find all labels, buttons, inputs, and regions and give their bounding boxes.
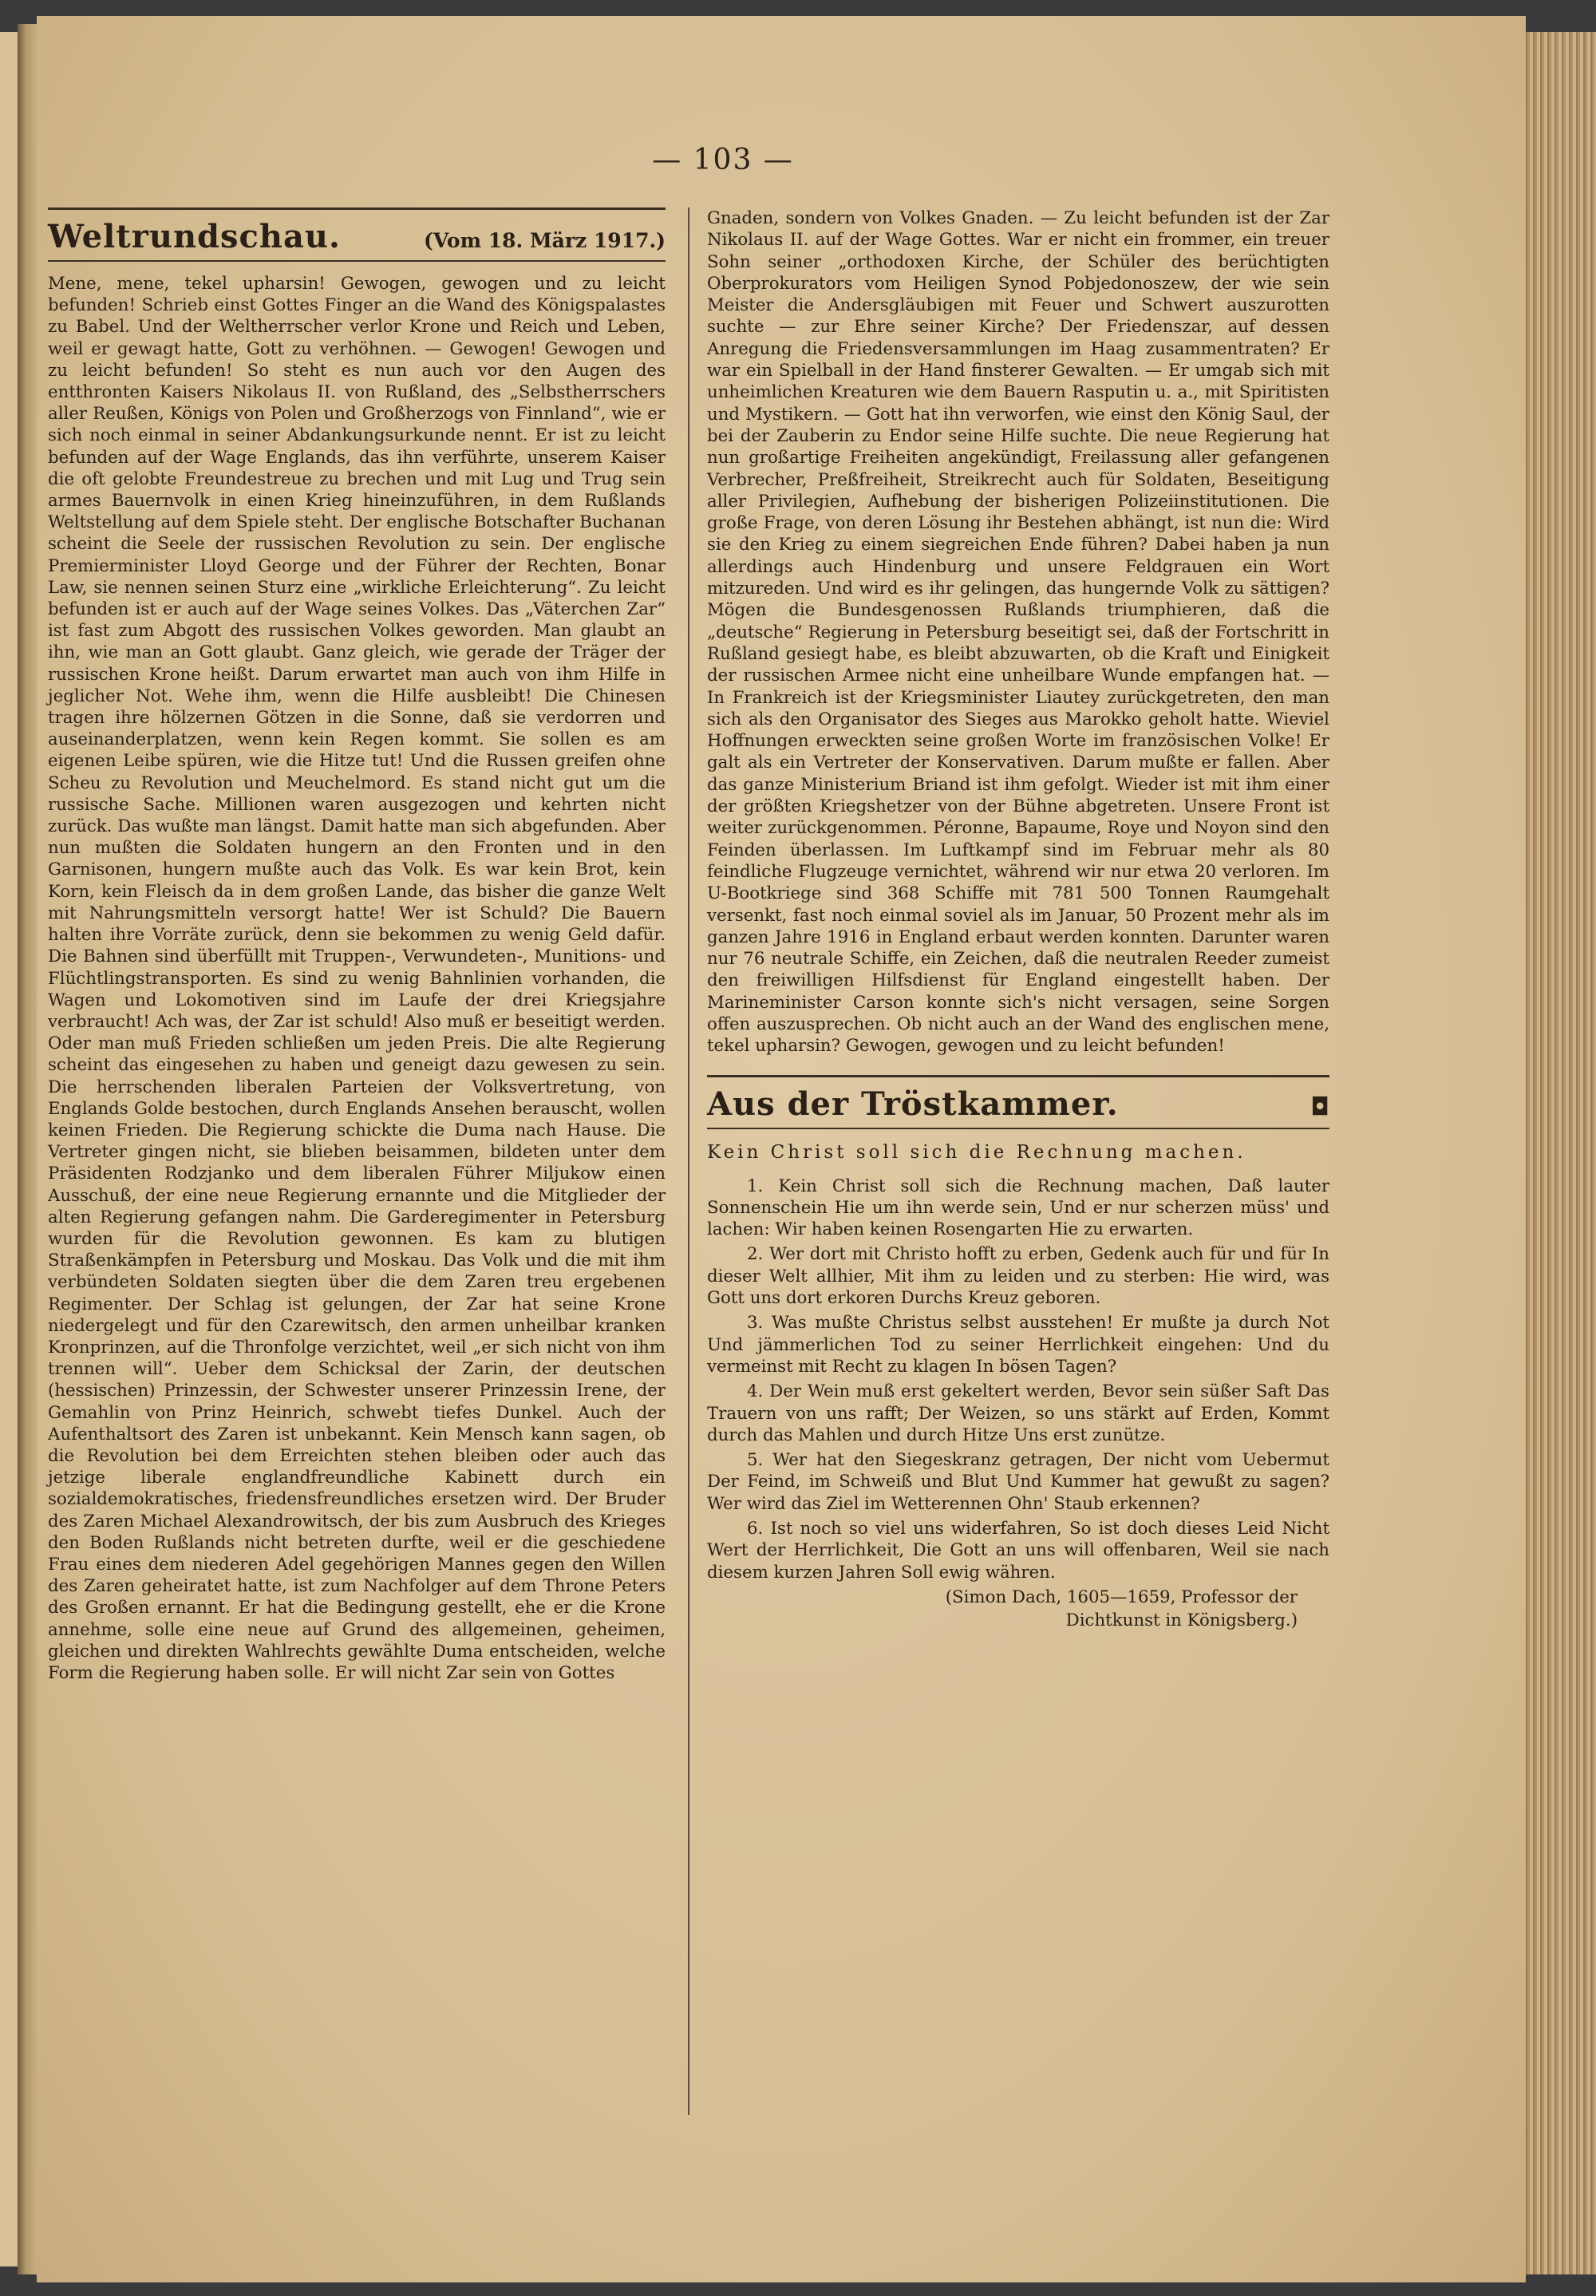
header-rule — [48, 260, 666, 262]
column-divider — [688, 207, 689, 2115]
page-number: — 103 — — [652, 144, 794, 176]
article-body-right: Gnaden, sondern von Volkes Gnaden. — Zu leicht befunden ist der Zar Nikolaus II. auf der Wage Gottes. War er nicht ein frommer, ein treuer Sohn seiner „orthodoxen Kirche, der Schüler des berüchtigten Oberprokurators vom Heiligen Synod Pobjedonoszew, der wie sein Meister die Andersgläubigen mit Feuer und Schwert auszurotten suchte — zur Ehre seiner Kirche? Der Friedenszar, auf dessen Anregung die Friedensversammlungen im Haag zusammentraten? Er war ein Spielball in der Hand finsterer Gewalten. — Er umgab sich mit unheimlichen Kreaturen wie dem Bauern Rasputin u. a., mit Spiritisten und Mystikern. — Gott hat ihn verworfen, wie einst den König Saul, der bei der Zauberin zu Endor seine Hilfe suchte. Die neue Regierung hat nun großartige Freiheiten angekündigt, Freilassung aller gefangenen Verbrecher, Preßfreiheit, Streikrecht auch für Soldaten, Beseitigung aller Privilegien, Aufhebung der bisherigen Polizeiinstitutionen. Die große Frage, von deren Lösung ihr Bestehen abhängt, ist nun die: Wird sie den Krieg zu einem siegreichen Ende führen? Dabei haben ja nun allerdings auch Hindenburg und unsere Feldgrauen ein Wort mitzureden. Und wird es ihr gelingen, das hungernde Volk zu sättigen? Mögen die Bundesgenossen Rußlands triumphieren, daß die „deutsche“ Regierung in Petersburg beseitigt sei, daß der Fortschritt in Rußland gesiegt habe, es bleibt abzuwarten, ob die Kraft und Einigkeit der russischen Armee nicht eine unheilbare Wunde empfangen hat. — In Frankreich ist der Kriegsminister Liautey zurückgetreten, den man sich als den Organisator des Sieges aus Marokko geholt hatte. Wieviel Hoffnungen erweckten seine großen Worte im französischen Volke! Er galt als ein Vertreter der Konservativen. Darum mußte er fallen. Aber das ganze Ministerium Briand ist ihm gefolgt. Wieder ist mit ihm einer der größten Kriegshetzer von der Bühne abgetreten. Unsere Front ist weiter zurückgenommen. Péronne, Bapaume, Roye und Noyon sind den Feinden überlassen. Im Luftkampf sind im Februar mehr als 80 feindliche Flugzeuge vernichtet, während wir nur etwa 20 verloren. Im U-Bootkriege sind 368 Schiffe mit 781 500 Tonnen Raumgehalt versenkt, fast noch einmal soviel als im Januar, 50 Prozent mehr als im ganzen Jahre 1916 in England erbaut werden konnten. Darunter waren nur 76 neutrale Schiffe, ein Zeichen, daß die neutralen Reeder zumeist den freiwilligen Hilfsdienst für England eingestellt haben. Der Marineminister Carson konnte sich's nicht versagen, seine Sorgen offen auszusprechen. Ob nicht auch an der Wand des englischen mene, tekel upharsin? Gewogen, gewogen und zu leicht befunden! — [707, 208, 1329, 1057]
section-date: (Vom 18. März 1917.) — [423, 229, 666, 252]
header-rule — [707, 1128, 1329, 1129]
right-column — [707, 207, 1329, 1632]
poem-attribution: (Simon Dach, 1605—1659, Professor der — [945, 1587, 1298, 1607]
poem-stanza: 1. Kein Christ soll sich die Rechnung machen, Daß lauter Sonnenschein Hie um ihn werde sein, Und er nur scherzen müss' und lachen: Wir haben keinen Rosengarten Hie zu erwarten. — [707, 1176, 1329, 1240]
newspaper-page — [37, 16, 1526, 2282]
poem-stanza: 5. Wer hat den Siegeskranz getragen, Der nicht vom Uebermut Der Feind, im Schweiß und Blut Und Kummer hat gewußt zu sagen? Wer wird das Ziel im Wetterennen Ohn' Staub erkennen? — [707, 1450, 1329, 1514]
weltrundschau-header — [48, 210, 666, 260]
poem-stanza: 2. Wer dort mit Christo hofft zu erben, Gedenk auch für und für In dieser Welt allhier, Mit ihm zu leiden und zu sterben: Hie wird, was Gott uns dort erkoren Durchs Kreuz geboren. — [707, 1244, 1329, 1309]
poem-stanza: 4. Der Wein muß erst gekeltert werden, Bevor sein süßer Saft Das Trauern von uns rafft; Der Weizen, so uns stärkt auf Erden, Kommt durch das Mahlen und durch Hitze Uns erst zunütze. — [707, 1381, 1329, 1445]
poem-stanza: 3. Was mußte Christus selbst ausstehen! Er mußte ja durch Not Und jämmerlichen Tod zu seiner Herrlichkeit eingehen: Und du vermeinst mit Recht zu klagen In bösen Tagen? — [707, 1313, 1329, 1377]
poem-stanza: 6. Ist noch so viel uns widerfahren, So ist doch dieses Leid Nicht Wert der Herrlichkeit, Die Gott an uns will offenbaren, Weil sie nach diesem kurzen Jahren Soll ewig währen. — [707, 1519, 1329, 1583]
section-title: Weltrundschau. — [48, 218, 341, 255]
right-page-edges — [1520, 32, 1596, 2274]
poem-title: Kein Christ soll sich die Rechnung machen. — [707, 1141, 1246, 1163]
troestkammer-header — [707, 1077, 1329, 1128]
poem-attribution-line2: Dichtkunst in Königsberg.) — [1065, 1610, 1298, 1631]
article-body-left: Mene, mene, tekel upharsin! Gewogen, gewogen und zu leicht befunden! Schrieb einst Gottes Finger an die Wand des Königspalastes zu Babel. Und der Weltherrscher verlor Krone und Reich und Leben, weil er gewagt hatte, Gott zu verhöhnen. — Gewogen! Gewogen und zu leicht befunden! So steht es nun auch vor den Augen des entthronten Kaisers Nikolaus II. von Rußland, des „Selbstherrschers aller Reußen, Königs von Polen und Großherzogs von Finnland“, wie er sich noch einmal in seiner Abdankungsurkunde nennt. Er ist zu leicht befunden auf der Wage Englands, das ihn verführte, unserem Kaiser die oft gelobte Freundestreue zu brechen und mit Lug und Trug sein armes Bauernvolk in einen Krieg hineinzuführen, in dem Rußlands Weltstellung auf dem Spiele steht. Der englische Botschafter Buchanan scheint die Seele der russischen Revolution zu sein. Der englische Premierminister Lloyd George und der Führer der Rechten, Bonar Law, sie nennen seinen Sturz eine „wirkliche Erleichterung“. Zu leicht befunden ist er auch auf der Wage seines Volkes. Das „Väterchen Zar“ ist fast zum Abgott des russischen Volkes geworden. Man glaubt an ihn, wie man an Gott glaubt. Ganz gleich, wie gerade der Träger der russischen Krone heißt. Darum erwartet man auch von ihm Hilfe in jeglicher Not. Wehe ihm, wenn die Hilfe ausbleibt! Die Chinesen tragen ihre hölzernen Götzen in die Sonne, daß sie verdorren und auseinanderplatzen, wenn kein Regen kommt. Sie sollen es am eigenen Leibe spüren, wie die Hitze tut! Und die Russen greifen ohne Scheu zu Revolution und Meuchelmord. Es stand nicht gut um die russische Sache. Millionen waren ausgezogen und kehrten nicht zurück. Das wußte man längst. Damit hatte man sich abgefunden. Aber nun mußten die Soldaten hungern an den Fronten und in den Garnisonen, hungern mußte auch das Volk. Es war kein Brot, kein Korn, kein Fleisch da in dem großen Lande, das bisher die ganze Welt mit Nahrungsmitteln versorgt hatte! Wer ist Schuld? Die Bauern halten ihre Vorräte zurück, denn sie bekommen zu wenig Geld dafür. Die Bahnen sind überfüllt mit Truppen-, Verwundeten-, Munitions- und Flüchtlingstransporten. Es sind zu wenig Bahnlinien vorhanden, die Wagen und Lokomotiven sind im Laufe der drei Kriegsjahre verbraucht! Ach was, der Zar ist schuld! Also muß er beseitigt werden. Oder man muß Frieden schließen um jeden Preis. Die alte Regierung scheint das eingesehen zu haben und geneigt dazu gewesen zu sein. Die herrschenden liberalen Parteien der Volksvertretung, von Englands Golde bestochen, durch Englands Ansehen berauscht, wollen keinen Frieden. Die Regierung schickte die Duma nach Hause. Die Vertreter gingen nicht, sie blieben beisammen, bildeten unter dem Präsidenten Rodzjanko und dem liberalen Führer Miljukow einen Ausschuß, der eine neue Regierung ernannte und die Mitglieder der alten Regierung gefangen nahm. Die Garderegimenter in Petersburg wurden für die Revolution gewonnen. Es kam zu blutigen Straßenkämpfen in Petersburg und Moskau. Das Volk und die mit ihm verbündeten Soldaten siegten über die dem Zaren treu ergebenen Regimenter. Der Schlag ist gelungen, der Zar hat seine Krone niedergelegt und für den Czarewitsch, den armen unheilbar kranken Kronprinzen, auf die Thronfolge verzichtet, weil „er sich nicht von ihm trennen will“. Ueber dem Schicksal der Zarin, der deutschen (hessischen) Prinzessin, der Schwester unserer Prinzessin Irene, der Gemahlin von Prinz Heinrich, schwebt tiefes Dunkel. Auch der Aufenthaltsort des Zaren ist unbekannt. Kein Mensch kann sagen, ob die Revolution bei dem Erreichten stehen bleiben oder auch das jetzige liberale englandfreundliche Kabinett durch ein sozialdemokratisches, friedensfreundliches ersetzen wird. Der Bruder des Zaren Michael Alexandrowitsch, der bis zum Ausbruch des Krieges den Boden Rußlands nicht betreten durfte, weil er die geschiedene Frau eines dem niederen Adel gegehörigen Mannes gegen den Willen des Zaren geheiratet hatte, ist zum Nachfolger auf dem Throne Peters des Großen ernannt. Er hat die Bedingung gestellt, ehe er die Krone annehme, solle eine neue auf Grund des allgemeinen, geheimen, gleichen und direkten Wahlrechts gewählte Duma entscheiden, welche Form die Regierung haben solle. Er will nicht Zar sein von Gottes — [48, 274, 666, 1683]
section-marker-icon: ◘ — [1310, 1093, 1329, 1121]
section-title: Aus der Tröstkammer. — [707, 1085, 1119, 1123]
left-column — [48, 207, 666, 1684]
